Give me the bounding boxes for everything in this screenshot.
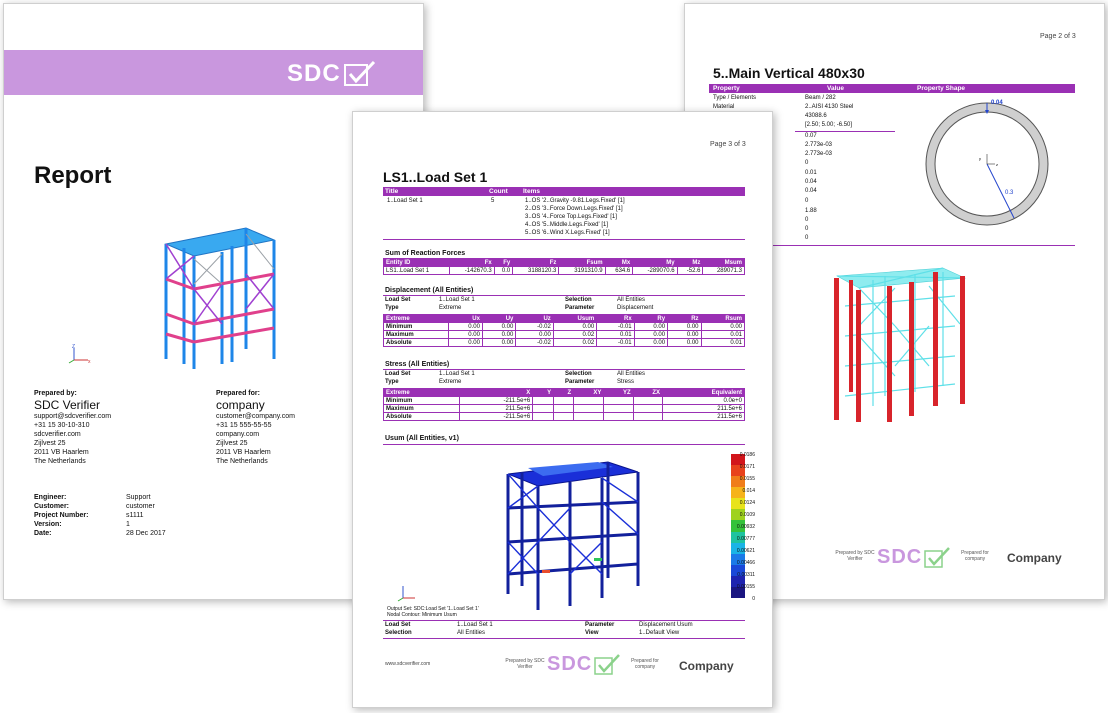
displacement-meta-row: Type Extreme Parameter Displacement bbox=[385, 305, 654, 311]
legend-value-label: 0.00621 bbox=[736, 548, 755, 554]
legend-value-label: 0.00932 bbox=[736, 524, 755, 530]
displacement-section-title: Displacement (All Entities) bbox=[385, 287, 474, 294]
table-row: Absolute -211.5e+6 211.5e+6 bbox=[384, 413, 745, 421]
prepared-by-label: Prepared by SDC Verifier bbox=[835, 550, 875, 562]
svg-text:x: x bbox=[88, 359, 91, 365]
stress-section-title: Stress (All Entities) bbox=[385, 361, 450, 368]
checkmark-icon bbox=[344, 61, 376, 87]
cover-banner bbox=[4, 50, 424, 95]
report-title: Report bbox=[34, 162, 112, 189]
legend-value-label: 0.014 bbox=[742, 488, 755, 494]
page-number: Page 2 of 3 bbox=[1040, 33, 1076, 40]
table-row: Minimum -211.5e+6 0.0e+0 bbox=[384, 397, 745, 405]
legend-value-label: 0.0124 bbox=[739, 500, 755, 506]
displacement-meta-row: Load Set 1..Load Set 1 Selection All Entities bbox=[385, 297, 646, 303]
loadset-table-header: Title Count Items bbox=[383, 187, 745, 196]
table-row: Maximum 0.00 0.00 0.00 0.02 0.01 0.00 0.00 0.01 bbox=[384, 331, 745, 339]
property-shape-diagram bbox=[923, 98, 1053, 230]
pipe-thickness-label: 0.04 bbox=[991, 100, 1003, 106]
table-row: Absolute 0.00 0.00 -0.02 0.02 -0.01 0.00 0.00 0.01 bbox=[384, 339, 745, 347]
usum-legend bbox=[731, 454, 771, 604]
property-table-header: Property Value Property Shape bbox=[709, 84, 1075, 93]
stress-meta-row: Load Set 1..Load Set 1 Selection All Entities bbox=[385, 371, 646, 377]
svg-text:Z: Z bbox=[72, 344, 76, 350]
reaction-section-title: Sum of Reaction Forces bbox=[385, 250, 466, 257]
table-row: LS1..Load Set 1 -142670.3 0.0 3188120.3 3191310.9 634.6 -289070.6 -52.6 289071.3 bbox=[384, 267, 745, 275]
table-row: Maximum 211.5e+6 211.5e+6 bbox=[384, 405, 745, 413]
section-divider bbox=[383, 638, 745, 639]
usum-section-title: Usum (All Entities, v1) bbox=[385, 435, 459, 442]
axis-triad-icon bbox=[66, 344, 96, 366]
usum-meta-row: Selection All Entities View 1..Default View bbox=[385, 630, 680, 636]
project-info: Engineer: Support Customer: customer Project Number: s1111 Version: 1 Date: 28 Dec 2017 bbox=[34, 494, 166, 537]
legend-value-label: 0.00777 bbox=[736, 536, 755, 542]
report-loadset-page[interactable]: Page 3 of 3 LS1..Load Set 1 Title Count Items 1..Load Set 1 5 1..OS '2..Gravity -9.81.Legs.Fixed' [1] 2..OS '3..Force Down.Legs.Fixed' [1] 3..OS '4..Force Top.Legs.Fixed' [1] 4..OS '5..Middle.Legs.Fixed' [1] 5..OS '6..Wind X.Legs.Fixed' [1] Sum of Reaction Forces Entity ID Fx Fy Fz Fsum Mx My Mz Msum LS1..Load Set 1 -142670.3 0.0 3188120.3 3191310.9 634.6 -289070.6 -52.6 289071.3 Displacement (All Entities) Load Set 1..Load Set 1 Selection All Entities Type Extreme Parameter Displacement Extreme Ux Uy Uz Usum Rx Ry Rz Rsum Minimum 0.00 0.00 -0.02 0.00 -0.01 0.00 0.00 0.00 Maximum 0.00 0.00 0.00 0.02 0.01 0.00 0.00 0.01 Absolute 0.00 0.00 -0.02 0.02 -0.01 0.00 0.00 0.01 Stress (All Entities) Load Set 1..Load Set 1 Selection All Entities Type Extreme Parameter Stress Extreme X Y Z XY YZ ZX Equivalent Minimum -211.5e+6 0.0e+0 Maximum 211.5e+6 211.5e+6 Absolute -211.5e+6 211.5e+6 Usum (All Entities, v1) 0.0186 0.0171 0.0155 0.014 0.0124 0.0109 0.00932 0.00777 0.00621 0.00466 0.00311 0.00155 0 Output Set: SDC:Load Set '1..Load Set 1' Nodal Contour: Minimum Usum Load Set 1..Load Set 1 Parameter Displacement Usum Selection All Entities View 1..Default View www.sdcverifier.com Prepared by SDC Verifier SDC Prepared for company Company bbox=[352, 111, 773, 708]
reaction-table: Entity ID Fx Fy Fz Fsum Mx My Mz Msum LS1..Load Set 1 -142670.3 0.0 3188120.3 3191310.9 634.6 -289070.6 -52.6 289071.3 bbox=[383, 258, 745, 275]
section-divider bbox=[383, 239, 745, 240]
prepared-by-block: Prepared by: SDC Verifier support@sdcverifier.com +31 15 30-10-310 sdcverifier.com Zijlvest 25 2011 VB Haarlem The Netherlands bbox=[34, 390, 112, 465]
structure-model-image bbox=[154, 224, 284, 374]
sdc-logo: SDC bbox=[287, 60, 376, 88]
legend-value-label: 0.00466 bbox=[736, 560, 755, 566]
row-divider bbox=[795, 131, 895, 132]
prepared-for-block: Prepared for: company customer@company.com +31 15 555-55-55 company.com Zijlvest 25 2011 VB Haarlem The Netherlands bbox=[216, 390, 295, 465]
prepared-by-label: Prepared by SDC Verifier bbox=[505, 658, 545, 670]
legend-value-label: 0.00311 bbox=[737, 572, 755, 578]
svg-text:z: z bbox=[996, 162, 998, 167]
legend-value-label: 0.0186 bbox=[739, 452, 755, 458]
stress-table: Extreme X Y Z XY YZ ZX Equivalent Minimum -211.5e+6 0.0e+0 Maximum 211.5e+6 211.5e+6 Absolute -211.5e+6 211.5e+6 bbox=[383, 388, 745, 421]
company-logo-text: Company bbox=[679, 659, 734, 673]
svg-text:y: y bbox=[979, 156, 981, 161]
pipe-radius-label: 0.3 bbox=[1005, 190, 1014, 196]
legend-value-label: 0.0155 bbox=[739, 476, 755, 482]
sdc-logo-footer: SDC bbox=[877, 546, 950, 569]
page-number: Page 3 of 3 bbox=[710, 141, 746, 148]
legend-value-label: 0.0171 bbox=[739, 464, 755, 470]
prepared-for-label: Prepared for company bbox=[961, 550, 989, 562]
company-logo-text: Company bbox=[1007, 551, 1062, 565]
property-title: 5..Main Vertical 480x30 bbox=[713, 65, 865, 81]
stress-meta-row: Type Extreme Parameter Stress bbox=[385, 379, 635, 385]
report-property-page[interactable]: Page 2 of 3 5..Main Vertical 480x30 Property Value Property Shape Type / Elements Beam / 282 Material 2..AISI 4130 Steel 43088.6 [2.50; 5.00; -6.50] 0.07 2.773e-03 2.773e-03 0 0.01 0.04 0.04 0 1.88 0 0 0 0.04 0.3 y z Prepared by SDC Verifier SDC Prepared for company Company bbox=[684, 3, 1105, 600]
displacement-table: Extreme Ux Uy Uz Usum Rx Ry Rz Rsum Minimum 0.00 0.00 -0.02 0.00 -0.01 0.00 0.00 0.00 Maximum 0.00 0.00 0.00 0.02 0.01 0.00 0.00 0.01 Absolute 0.00 0.00 -0.02 0.02 -0.01 0.00 0.00 0.01 bbox=[383, 314, 745, 347]
usum-contour-model-image bbox=[498, 458, 648, 616]
prepared-for-label: Prepared for company bbox=[631, 658, 659, 670]
loadset-title: LS1..Load Set 1 bbox=[383, 169, 488, 185]
table-row: Minimum 0.00 0.00 -0.02 0.00 -0.01 0.00 0.00 0.00 bbox=[384, 323, 745, 331]
checkmark-icon bbox=[924, 547, 950, 569]
usum-meta-row: Load Set 1..Load Set 1 Parameter Displacement Usum bbox=[385, 622, 693, 628]
legend-value-label: 0 bbox=[752, 596, 755, 602]
sdc-logo-footer: SDC bbox=[547, 653, 620, 676]
axis-triad-icon bbox=[395, 582, 421, 604]
beam-highlight-model-image bbox=[825, 266, 975, 426]
legend-value-label: 0.0109 bbox=[739, 512, 755, 518]
legend-value-label: 0.00155 bbox=[736, 584, 755, 590]
section-divider bbox=[383, 444, 745, 445]
checkmark-icon bbox=[594, 654, 620, 676]
